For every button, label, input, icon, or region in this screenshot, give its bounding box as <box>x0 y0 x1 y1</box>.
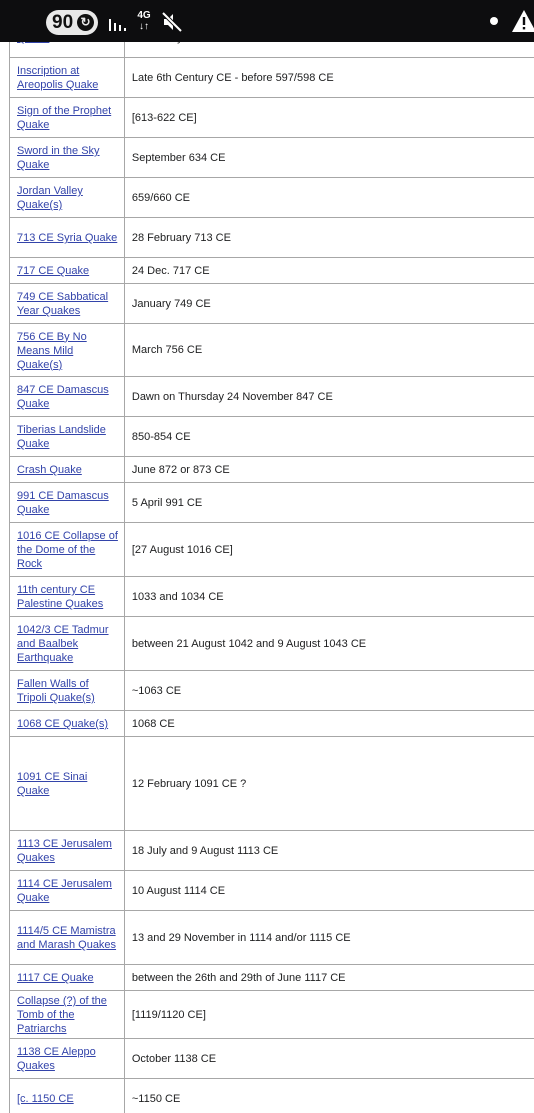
quake-date-cell: [613-622 CE] <box>124 98 534 138</box>
table-row <box>10 324 534 377</box>
quake-date-cell: between the 26th and 29th of June 1117 CE <box>124 965 534 991</box>
quake-link[interactable]: 1114 CE Jerusalem Quake <box>17 878 112 904</box>
quake-name-cell <box>10 1079 125 1113</box>
quake-name-cell <box>10 218 125 258</box>
table-row <box>10 831 534 871</box>
signal-bars-icon <box>108 14 130 32</box>
quake-date-cell: 10 August 1114 CE <box>124 871 534 911</box>
battery-level: 90 <box>52 12 74 33</box>
quake-date-cell: 659/660 CE <box>124 178 534 218</box>
quake-link[interactable]: 1138 CE Aleppo Quakes <box>17 1046 96 1072</box>
quake-name-cell <box>10 577 125 617</box>
quake-name-cell <box>10 483 125 523</box>
earthquake-table-body <box>10 18 534 1113</box>
table-row <box>10 965 534 991</box>
table-row <box>10 377 534 417</box>
quake-name-cell <box>10 178 125 218</box>
quake-date-cell: 1033 and 1034 CE <box>124 577 534 617</box>
quake-link[interactable]: Tiberias Landslide Quake <box>17 424 106 450</box>
quake-date-cell: September 634 CE <box>124 138 534 178</box>
quake-date-cell: October 1138 CE <box>124 1039 534 1079</box>
status-bar <box>0 0 534 42</box>
table-row <box>10 1039 534 1079</box>
quake-date-cell: Late 6th Century CE - before 597/598 CE <box>124 58 534 98</box>
quake-link[interactable]: 991 CE Damascus Quake <box>17 490 109 516</box>
warning-icon <box>511 9 534 33</box>
quake-date-cell: 1068 CE <box>124 711 534 737</box>
muted-speaker-icon <box>160 11 184 33</box>
quake-link[interactable]: Inscription at Areopolis Quake <box>17 65 99 91</box>
quake-date-cell: 28 February 713 CE <box>124 218 534 258</box>
quake-date-cell: June 872 or 873 CE <box>124 457 534 483</box>
table-row <box>10 617 534 671</box>
quake-name-cell <box>10 1039 125 1079</box>
table-row <box>10 577 534 617</box>
quake-date-cell: ~1063 CE <box>124 671 534 711</box>
charging-bolt-icon: ↻ <box>77 14 94 31</box>
quake-date-cell: Dawn on Thursday 24 November 847 CE <box>124 377 534 417</box>
quake-date-cell: 13 and 29 November in 1114 and/or 1115 CE <box>124 911 534 965</box>
quake-link[interactable]: 1042/3 CE Tadmur and Baalbek Earthquake <box>17 624 109 664</box>
quake-date-cell: [27 August 1016 CE] <box>124 523 534 577</box>
quake-name-cell <box>10 138 125 178</box>
table-row <box>10 523 534 577</box>
quake-name-cell <box>10 871 125 911</box>
quake-name-cell <box>10 831 125 871</box>
mobile-data-arrows-icon: ↓↑ <box>139 21 149 32</box>
quake-name-cell <box>10 965 125 991</box>
quake-link[interactable]: 1114/5 CE Mamistra and Marash Quakes <box>17 925 117 951</box>
quake-name-cell <box>10 98 125 138</box>
quake-link[interactable]: 1117 CE Quake <box>17 972 94 984</box>
table-row <box>10 911 534 965</box>
quake-date-cell: 12 February 1091 CE ? <box>124 737 534 831</box>
table-row <box>10 58 534 98</box>
table-row <box>10 138 534 178</box>
table-row <box>10 1079 534 1113</box>
quake-link[interactable]: 1091 CE Sinai Quake <box>17 771 88 797</box>
quake-link[interactable]: Sign of the Prophet Quake <box>17 105 112 131</box>
quake-name-cell <box>10 457 125 483</box>
table-row <box>10 711 534 737</box>
quake-date-cell: 850-854 CE <box>124 417 534 457</box>
quake-link[interactable]: Collapse (?) of the Tomb of the Patriarchs <box>17 995 107 1035</box>
notification-dot-icon <box>490 17 498 25</box>
quake-name-cell <box>10 417 125 457</box>
quake-date-cell: 18 July and 9 August 1113 CE <box>124 831 534 871</box>
quake-date-cell: ~1150 CE <box>124 1079 534 1113</box>
table-row <box>10 218 534 258</box>
quake-name-cell <box>10 617 125 671</box>
quake-link[interactable]: 713 CE Syria Quake <box>17 232 118 244</box>
mobile-data-indicator <box>135 10 153 32</box>
quake-name-cell <box>10 671 125 711</box>
table-row <box>10 991 534 1039</box>
quake-name-cell <box>10 324 125 377</box>
quake-link[interactable]: [c. 1150 CE <box>17 1093 74 1105</box>
quake-date-cell: [1119/1120 CE] <box>124 991 534 1039</box>
quake-link[interactable]: 717 CE Quake <box>17 265 90 277</box>
quake-name-cell <box>10 58 125 98</box>
table-row <box>10 737 534 831</box>
quake-date-cell: 5 April 991 CE <box>124 483 534 523</box>
quake-link[interactable]: Jordan Valley Quake(s) <box>17 185 83 211</box>
network-type-label: 4G <box>137 10 151 21</box>
quake-name-cell <box>10 258 125 284</box>
quake-link[interactable]: Crash Quake <box>17 464 82 476</box>
quake-date-cell: between 21 August 1042 and 9 August 1043 CE <box>124 617 534 671</box>
quake-link[interactable]: 1068 CE Quake(s) <box>17 718 109 730</box>
quake-name-cell <box>10 737 125 831</box>
table-row <box>10 483 534 523</box>
table-row <box>10 178 534 218</box>
battery-indicator <box>46 10 98 35</box>
table-row <box>10 258 534 284</box>
table-row <box>10 417 534 457</box>
earthquake-table-container <box>0 17 534 1113</box>
quake-name-cell <box>10 991 125 1039</box>
quake-link[interactable]: 1113 CE Jerusalem Quakes <box>17 838 112 864</box>
quake-link[interactable]: 756 CE By No Means Mild Quake(s) <box>17 330 87 371</box>
quake-name-cell <box>10 711 125 737</box>
quake-link[interactable]: 847 CE Damascus Quake <box>17 384 109 410</box>
quake-name-cell <box>10 284 125 324</box>
quake-name-cell <box>10 377 125 417</box>
quake-link[interactable]: 1016 CE Collapse of the Dome of the Rock <box>17 530 118 570</box>
table-row <box>10 457 534 483</box>
quake-name-cell <box>10 911 125 965</box>
table-row <box>10 871 534 911</box>
quake-name-cell <box>10 523 125 577</box>
earthquake-table <box>9 17 534 1113</box>
quake-link[interactable]: Fallen Walls of Tripoli Quake(s) <box>17 678 95 704</box>
table-row <box>10 284 534 324</box>
quake-link[interactable]: Sword in the Sky Quake <box>17 145 100 171</box>
quake-date-cell: 24 Dec. 717 CE <box>124 258 534 284</box>
table-row <box>10 98 534 138</box>
quake-date-cell: March 756 CE <box>124 324 534 377</box>
quake-date-cell: January 749 CE <box>124 284 534 324</box>
table-row <box>10 671 534 711</box>
quake-link[interactable]: 749 CE Sabbatical Year Quakes <box>17 291 109 317</box>
quake-link[interactable]: 11th century CE Palestine Quakes <box>17 584 104 610</box>
